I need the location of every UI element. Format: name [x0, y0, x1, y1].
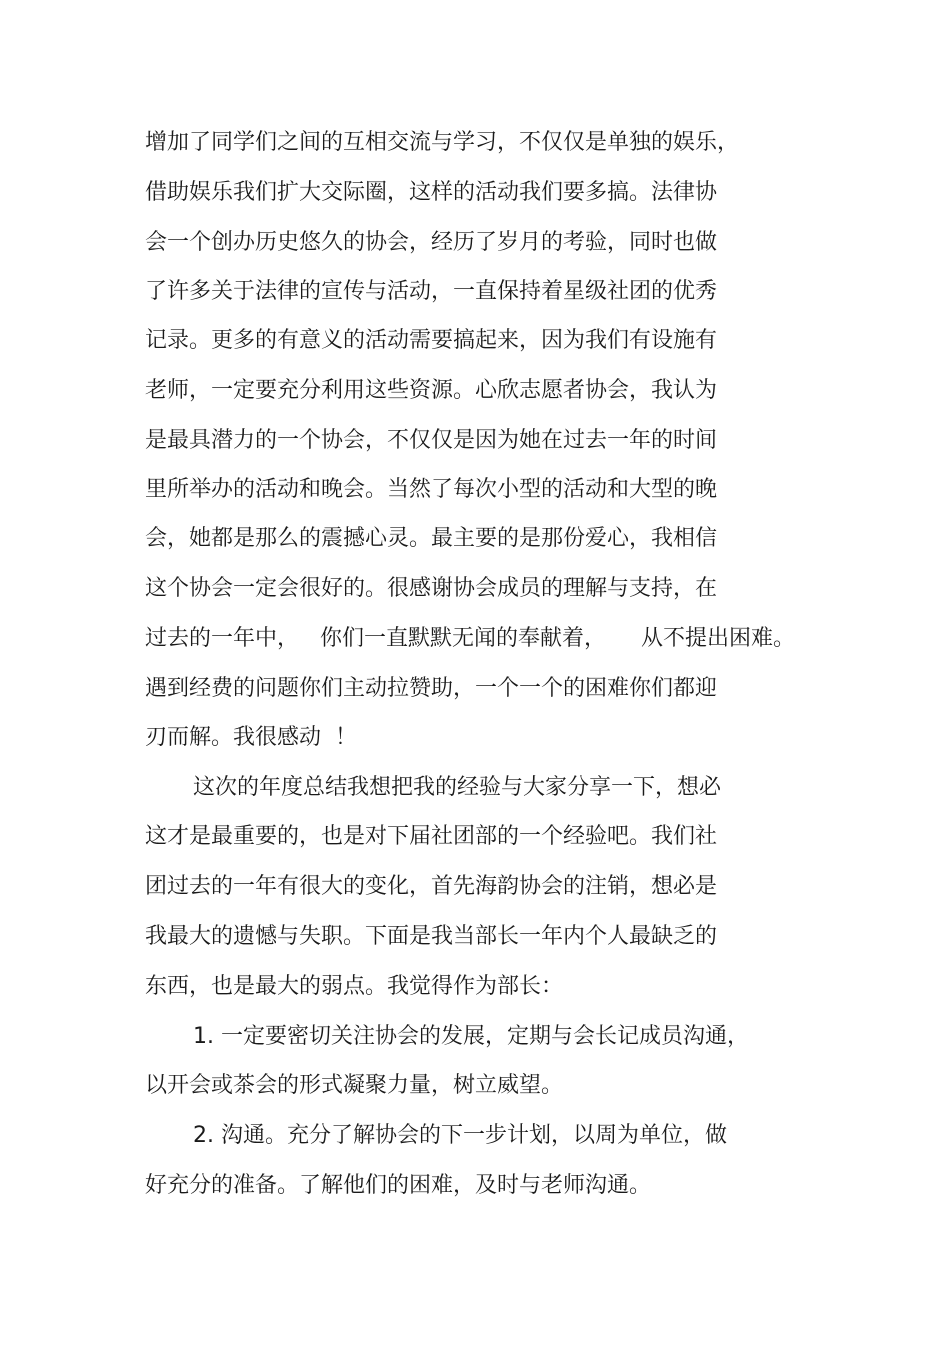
list-item-2: 2. 沟通。充分了解协会的下一步计划，以周为单位，做 [193, 1123, 727, 1148]
text-line: 里所举办的活动和晚会。当然了每次小型的活动和大型的晚 [145, 477, 718, 502]
text-line: 团过去的一年有很大的变化，首先海韵协会的注销，想必是 [145, 874, 718, 899]
text-line: 东西，也是最大的弱点。我觉得作为部长： [145, 974, 564, 999]
text-line: 好充分的准备。了解他们的困难，及时与老师沟通。 [145, 1173, 652, 1198]
text-line: 遇到经费的问题你们主动拉赞助，一个一个的困难你们都迎 [145, 676, 718, 701]
text-line: 这才是最重要的，也是对下届社团部的一个经验吧。我们社 [145, 824, 718, 849]
text-line: 会，她都是那么的震撼心灵。最主要的是那份爱心，我相信 [145, 526, 718, 551]
text-line: 这个协会一定会很好的。很感谢协会成员的理解与支持，在 [145, 576, 718, 601]
text-line: 以开会或茶会的形式凝聚力量，树立威望。 [145, 1073, 564, 1098]
text-line: 会一个创办历史悠久的协会，经历了岁月的考验，同时也做 [145, 230, 718, 255]
text-line: 是最具潜力的一个协会，不仅仅是因为她在过去一年的时间 [145, 428, 718, 453]
list-item-1: 1. 一定要密切关注协会的发展，定期与会长记成员沟通， [193, 1024, 749, 1049]
text-line: 记录。更多的有意义的活动需要搞起来，因为我们有设施有 [145, 328, 718, 353]
text-line: 借助娱乐我们扩大交际圈，这样的活动我们要多搞。法律协 [145, 180, 718, 205]
text-line: 过去的一年中， 你们一直默默无闻的奉献着， 从不提出困难。 [145, 626, 795, 651]
text-line: 这次的年度总结我想把我的经验与大家分享一下，想必 [193, 775, 722, 800]
text-line: 我最大的遗憾与失职。下面是我当部长一年内个人最缺乏的 [145, 924, 718, 949]
text-line: 增加了同学们之间的互相交流与学习，不仅仅是单独的娱乐， [145, 130, 740, 155]
text-line: 刃而解。我很感动 ！ [145, 725, 357, 750]
text-line: 老师，一定要充分利用这些资源。心欣志愿者协会，我认为 [145, 378, 718, 403]
text-line: 了许多关于法律的宣传与活动，一直保持着星级社团的优秀 [145, 279, 718, 304]
